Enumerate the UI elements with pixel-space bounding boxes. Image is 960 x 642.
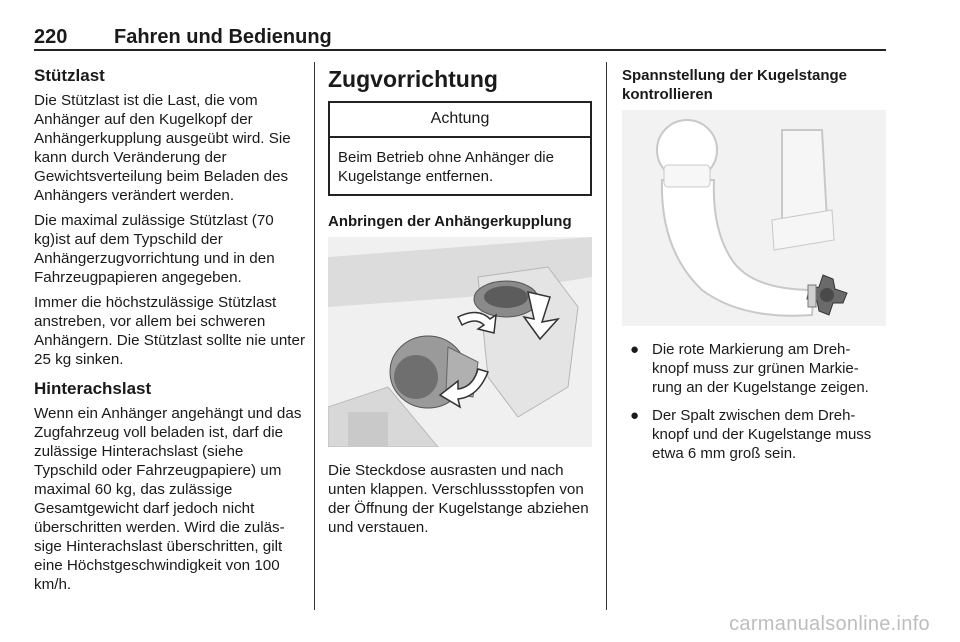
bullet-symbol: ●: [630, 341, 640, 358]
figure-hitch-socket: [328, 237, 592, 447]
header-rule: [34, 49, 886, 51]
page-header: [34, 26, 886, 56]
figure-caption-socket: Die Steckdose ausrasten und nach unten klappen. Verschlussstopfen von der Öffnung der Kugelstange abziehen und verstauen.: [328, 462, 589, 536]
bullet-symbol: ●: [630, 407, 640, 424]
warning-title: Achtung: [330, 103, 590, 138]
list-item: [622, 340, 888, 397]
list-item: [622, 406, 888, 463]
figure-ball-bar: [622, 110, 886, 326]
hitch-socket-illustration: [328, 237, 592, 447]
column-divider-right: [606, 62, 607, 610]
column-divider-left: [314, 62, 315, 610]
column-right: [622, 58, 888, 472]
paragraph-hinterachslast: Wenn ein Anhänger angehängt und das Zugfahrzeug voll beladen ist, darf die zulässige Hinterachslast (siehe Typschild oder Fahrzeugpapiere) um maximal 60 kg, das zulässige Gesamtgewicht darf jedoch nicht überschritten werden. Wird die zuläs‐ sige Hinterachslast überschritten, gilt eine Höchstgeschwindigkeit von 100 km/h.: [34, 405, 302, 593]
page-number: 220: [34, 26, 68, 48]
bullet-text: Die rote Markierung am Dreh‐ knopf muss zur grünen Markie‐ rung an der Kugelstange zeigen.: [652, 341, 869, 396]
chapter-title: Fahren und Bedienung: [114, 26, 332, 48]
column-left: [34, 58, 306, 600]
column-middle: [328, 58, 592, 543]
heading-hinterachslast: Hinterachslast: [34, 379, 152, 398]
bullet-text: Der Spalt zwischen dem Dreh‐ knopf und der Kugelstange muss etwa 6 mm groß sein.: [652, 407, 872, 462]
warning-text: Beim Betrieb ohne Anhänger die Kugelstange entfernen.: [338, 149, 554, 185]
heading-stuetzlast: Stützlast: [34, 66, 105, 85]
paragraph-stuetzlast-3: Immer die höchstzulässige Stützlast anstreben, vor allem bei schweren Anhängern. Die Stützlast sollte nie unter 25 kg sinken.: [34, 294, 306, 368]
ball-bar-illustration: [622, 110, 886, 326]
bullet-list: [622, 340, 888, 463]
heading-zugvorrichtung: Zugvorrichtung: [328, 66, 498, 92]
paragraph-stuetzlast-2: Die maximal zulässige Stützlast (70 kg)ist auf dem Typschild der Anhängerzugvorrichtung und in den Fahrzeugpapieren angegeben.: [34, 212, 275, 286]
heading-anbringen: Anbringen der Anhängerkupplung: [328, 213, 572, 230]
paragraph-stuetzlast-1: Die Stützlast ist die Last, die vom Anhänger auf den Kugelkopf der Anhängerkupplung ausgeübt wird. Sie kann durch Veränderung der Gewichtsverteilung beim Beladen des Anhängers verändert werden.: [34, 92, 291, 204]
watermark: carmanualsonline.info: [729, 613, 930, 635]
heading-spannstellung: Spannstellung der Kugelstange kontrollieren: [622, 67, 848, 103]
warning-box: [328, 101, 592, 196]
